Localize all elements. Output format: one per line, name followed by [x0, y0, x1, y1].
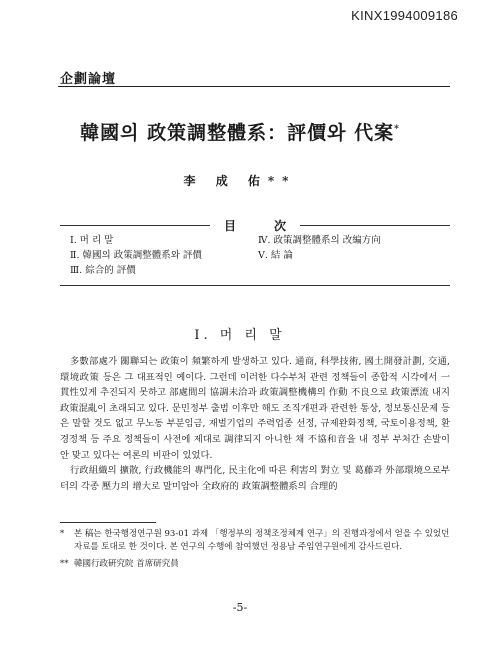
title-footnote-mark: * [394, 124, 400, 135]
title-text: 韓國의 政策調整體系：評價와 代案 [80, 122, 395, 144]
document-id: KINX1994009186 [351, 8, 458, 23]
footnote-mark: ** [60, 559, 69, 569]
toc-heading-rule-left [60, 225, 210, 226]
footnote-mark: * [60, 529, 65, 539]
toc-column-left [70, 233, 202, 278]
author-name: 李 成 佑 [183, 174, 268, 188]
toc-item: Ⅰ. 머 리 말 [70, 235, 114, 246]
footnote [60, 558, 450, 571]
author-footnote-mark: ** [267, 174, 297, 188]
toc-item: Ⅳ. 政策調整體系의 改編方向 [258, 235, 381, 246]
toc-column-right [258, 233, 381, 263]
footnote [60, 528, 450, 554]
toc-bottom-rule [60, 285, 450, 286]
toc-item: Ⅴ. 結 論 [258, 250, 293, 261]
footnote-text: 본 稿는 한국행정연구원 93-01 과제 「행정부의 정책조정체계 연구」의 진행과정에서 얻을 수 있었던 자료를 토대로 한 것이다. 본 연구의 수행에 참여했던 정용남 주임연구원에게 감사드린다. [74, 529, 450, 552]
page-number: -5- [232, 601, 248, 614]
author [0, 172, 480, 189]
toc-heading [60, 217, 450, 234]
paragraph: 多數部處가 關聯되는 政策이 頻繁하게 발생하고 있다. 通商, 科學技術, 國土開發計劃, 交通, 環境政策 등은 그 대표적인 예이다. 그런데 이러한 다수부처 관련 정책들이 종합적 시각에서 一貫性있게 추진되지 못하고 部處間의 協調未洽과 政策調整機構의 作動 不良으로 政策漂流 내지 政策混亂이 초래되고 있다. 문민정부 출범 이후만 해도 조직개편과 관련한 통상, 정보통신문제 등은 말할 것도 없고 무노동 부분임금, 재벌기업의 주력업종 선정, 규제완화정책, 국토이용정책, 환경정책 등 주요 정책들이 사전에 제대로 調律되지 아니한 채 不協和音을 내 정부 부처간 손발이 안 맞고 있다는 여론의 비판이 있었다. [60, 356, 450, 461]
toc-heading-rule-right [300, 225, 450, 226]
toc-heading-label: 目次 [224, 219, 325, 233]
section-rule [58, 86, 450, 87]
toc-item: Ⅲ. 綜合的 評價 [70, 265, 136, 276]
footnote-text: 韓國行政硏究院 首席研究員 [74, 559, 179, 569]
article-title [0, 118, 480, 145]
footnote-rule [60, 522, 156, 523]
footnotes [60, 528, 450, 571]
section-tag: 企劃論壇 [60, 72, 117, 87]
paragraph: 行政組織의 擴散, 行政機能의 專門化, 民主化에 따른 利害의 對立 및 葛藤과 外部環境으로부터의 각종 壓力의 增大로 말미암아 全政府的 政策調整體系의 合理的 [60, 465, 450, 492]
section-heading: Ⅰ. 머 리 말 [194, 328, 286, 343]
toc-item: Ⅱ. 韓國의 政策調整體系와 評價 [70, 250, 202, 261]
body-text [60, 354, 450, 494]
